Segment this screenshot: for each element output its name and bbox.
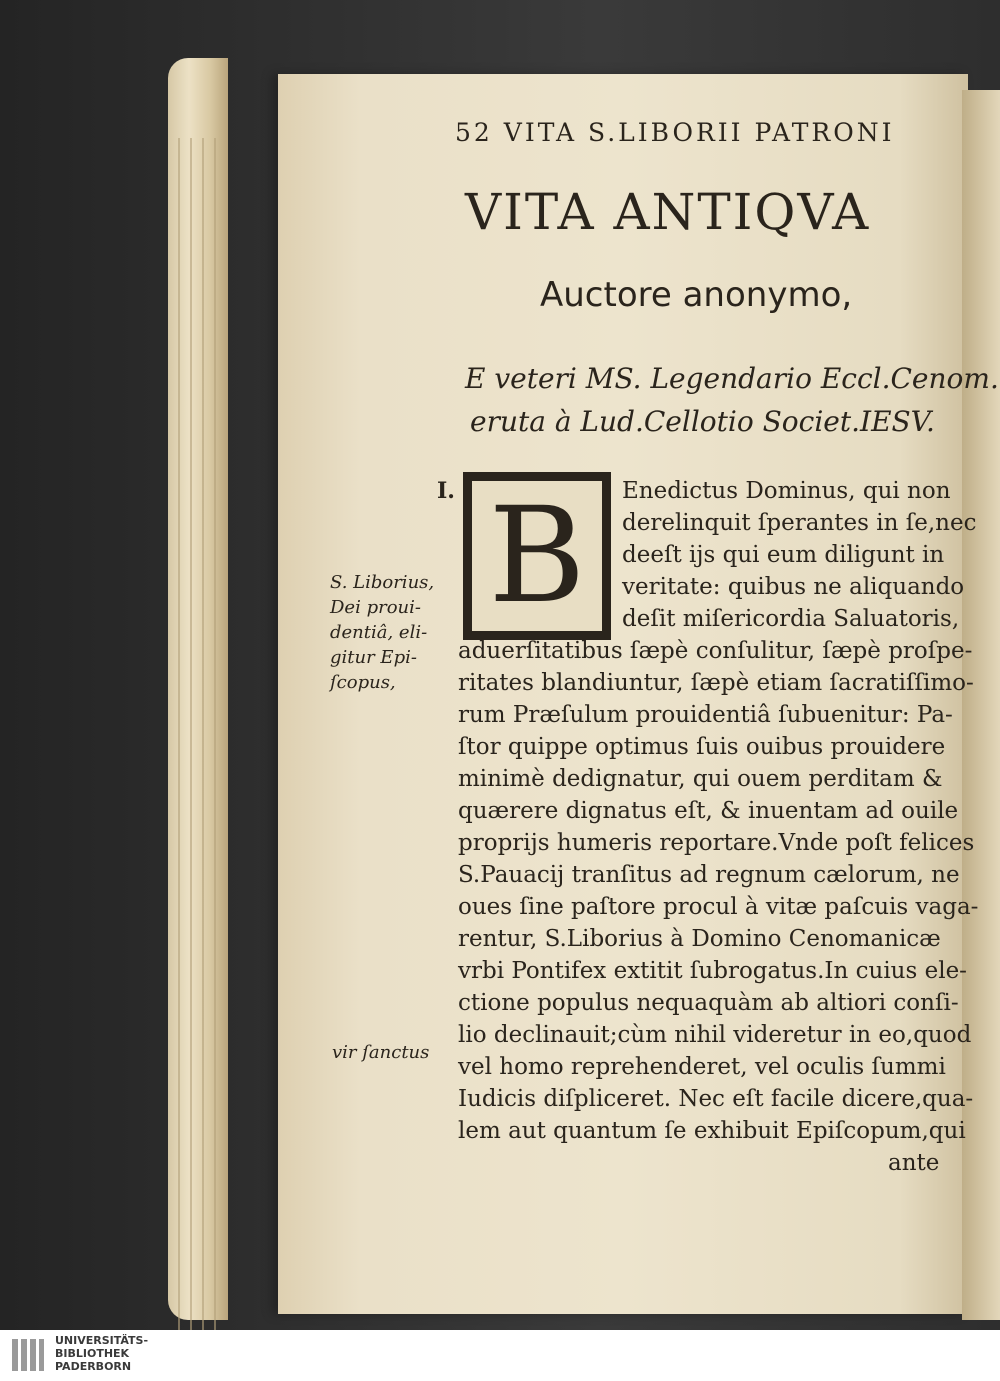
body-line: deeſt ijs qui eum diligunt in: [622, 542, 945, 568]
edge-line: [214, 138, 216, 1358]
initial-letter: B: [488, 479, 586, 633]
body-line: Iudicis diſpliceret. Nec eſt facile dicere,qua-: [458, 1086, 974, 1112]
margin-note: ſcopus,: [330, 672, 396, 693]
margin-note: gitur Epi-: [330, 647, 417, 668]
body-line: rum Præſulum prouidentiâ ſubuenitur: Pa-: [458, 702, 953, 728]
library-logo-icon: [10, 1337, 46, 1373]
body-line: ctione populus nequaquàm ab altiori conſi-: [458, 990, 959, 1016]
body-line: rentur, S.Liborius à Domino Cenomanicæ: [458, 926, 941, 952]
library-logo-text: [55, 1334, 148, 1373]
body-line: ritates blandiuntur, ſæpè etiam ſacratiſſimo-: [458, 670, 974, 696]
running-head: 52 VITA S.LIBORII PATRONI: [455, 118, 895, 147]
library-logo-bar: [0, 1330, 1000, 1381]
book-page-edges: [168, 58, 228, 1320]
body-line: veritate: quibus ne aliquando: [622, 574, 965, 600]
body-line: oues ſine paſtore procul à vitæ paſcuis vaga-: [458, 894, 979, 920]
body-line: derelinquit ſperantes in ſe,nec: [622, 510, 977, 536]
logo-line: UNIVERSITÄTS-: [55, 1334, 149, 1347]
margin-note: Dei proui-: [330, 597, 421, 618]
body-line: S.Pauacij tranſitus ad regnum cælorum, ne: [458, 862, 960, 888]
section-number: I.: [437, 478, 455, 504]
facing-page-edge: [962, 90, 1000, 1320]
margin-note: S. Liborius,: [330, 572, 435, 593]
subtitle: Auctore anonymo,: [540, 275, 853, 315]
initial-frame: [469, 478, 605, 634]
logo-line: BIBLIOTHEK: [55, 1347, 130, 1360]
body-line: vel homo reprehenderet, vel oculis ſummi: [458, 1054, 946, 1080]
body-line: proprijs humeris reportare.Vnde poſt felices: [458, 830, 975, 856]
decorated-initial: [463, 472, 611, 640]
body-line: vrbi Pontifex extitit ſubrogatus.In cuius ele-: [458, 958, 967, 984]
edge-line: [202, 138, 204, 1358]
edge-line: [178, 138, 180, 1358]
body-line: lem aut quantum ſe exhibuit Epiſcopum,qui: [458, 1118, 966, 1144]
margin-note: dentiâ, eli-: [330, 622, 428, 643]
catchword: ante: [888, 1150, 940, 1176]
source-line: E veteri MS. Legendario Eccl.Cenom.: [465, 362, 999, 395]
body-line: quærere dignatus eſt, & inuentam ad ouile: [458, 798, 959, 824]
body-line: minimè dedignatur, qui ouem perditam &: [458, 766, 943, 792]
source-line: eruta à Lud.Cellotio Societ.IESV.: [470, 405, 935, 438]
body-line: deſit miſericordia Saluatoris,: [622, 606, 960, 632]
margin-note: vir ſanctus: [332, 1042, 430, 1063]
body-line: ſtor quippe optimus ſuis ouibus prouidere: [458, 734, 946, 760]
page-title: VITA ANTIQVA: [465, 183, 871, 241]
edge-line: [190, 138, 192, 1358]
body-line: Enedictus Dominus, qui non: [622, 478, 951, 504]
body-line: aduerſitatibus ſæpè conſulitur, ſæpè proſpe-: [458, 638, 973, 664]
logo-line: PADERBORN: [55, 1360, 132, 1373]
body-line: lio declinauit;cùm nihil videretur in eo,quod: [458, 1022, 972, 1048]
